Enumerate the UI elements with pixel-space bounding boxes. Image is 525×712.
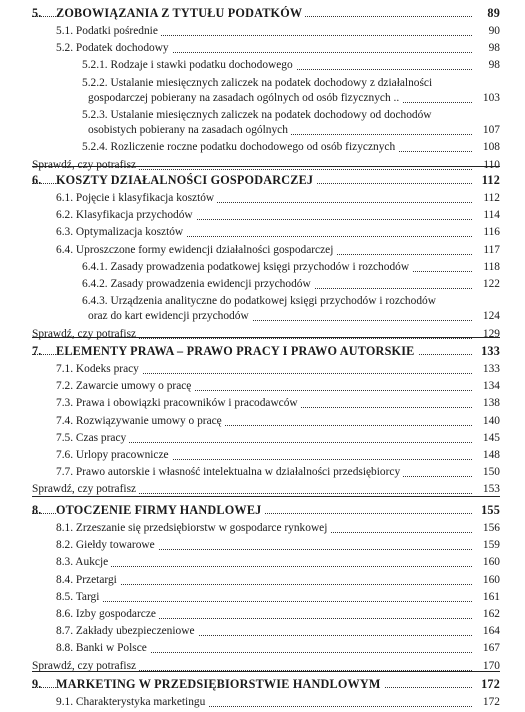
toc-entry-text: 7.3. Prawa i obowiązki pracowników i pracodawców xyxy=(56,397,301,409)
toc-page-number: 122 xyxy=(479,278,500,290)
toc-entry-text: osobistych pobierany na zasadach ogólnych xyxy=(88,124,291,136)
toc-entry xyxy=(82,141,500,157)
toc-entry-text: 7.7. Prawo autorskie i własność intelektualna w działalności przedsiębiorcy xyxy=(56,466,403,478)
toc-page-number: 161 xyxy=(479,591,500,603)
toc-page-number: 153 xyxy=(479,483,500,495)
toc-entry-text: 7.1. Kodeks pracy xyxy=(56,363,142,375)
toc-entry xyxy=(82,261,500,277)
chapter-title: ELEMENTY PRAWA – PRAWO PRACY I PRAWO AUTORSKIE xyxy=(56,344,418,359)
toc-entry xyxy=(56,244,500,260)
toc-page-number: 98 xyxy=(485,42,500,54)
section-divider xyxy=(32,671,500,672)
toc-entry-text: 6.2. Klasyfikacja przychodów xyxy=(56,209,196,221)
toc-entry-text: Sprawdź, czy potrafisz xyxy=(32,328,139,340)
toc-page-number: 138 xyxy=(479,397,500,409)
toc-entry xyxy=(32,328,500,344)
chapter-heading xyxy=(32,677,500,693)
toc-entry-text: 8.6. Izby gospodarcze xyxy=(56,608,159,620)
toc-page-number: 133 xyxy=(479,363,500,375)
toc-page-number: 145 xyxy=(479,432,500,444)
toc-page-number: 98 xyxy=(485,59,500,71)
toc-page-number: 160 xyxy=(479,556,500,568)
toc-page-number: 103 xyxy=(479,92,500,104)
toc-page-number: 108 xyxy=(479,141,500,153)
toc-entry-text: Sprawdź, czy potrafisz xyxy=(32,660,139,672)
section-divider xyxy=(32,166,500,167)
toc-entry-text: 8.8. Banki w Polsce xyxy=(56,642,150,654)
toc-entry-line xyxy=(82,295,500,311)
dot-leader xyxy=(56,566,472,567)
toc-page-number: 90 xyxy=(485,25,500,37)
toc-entry-text: 8.7. Zakłady ubezpieczeniowe xyxy=(56,625,198,637)
toc-entry xyxy=(56,556,500,572)
toc-entry xyxy=(56,522,500,538)
chapter-title: OTOCZENIE FIRMY HANDLOWEJ xyxy=(56,503,264,518)
toc-page-number: 140 xyxy=(479,415,500,427)
toc-entry xyxy=(56,397,500,413)
toc-page-number: 150 xyxy=(479,466,500,478)
chapter-page-number: 89 xyxy=(483,6,500,21)
toc-page-number: 148 xyxy=(479,449,500,461)
toc-entry-text: 7.2. Zawarcie umowy o pracę xyxy=(56,380,194,392)
toc-entry-text: Sprawdź, czy potrafisz xyxy=(32,159,139,171)
toc-entry-text: 6.4.3. Urządzenia analityczne do podatkowej księgi przychodów i rozchodów xyxy=(82,295,436,308)
toc-entry-text: 7.6. Urlopy pracownicze xyxy=(56,449,172,461)
toc-entry-text: 5.2.1. Rodzaje i stawki podatku dochodowego xyxy=(82,59,296,71)
toc-entry-text: gospodarczej pobierany na zasadach ogólnych od osób fizycznych .. xyxy=(88,92,402,104)
toc-entry xyxy=(56,574,500,590)
toc-entry-text: 7.4. Rozwiązywanie umowy o pracę xyxy=(56,415,225,427)
toc-entry xyxy=(56,209,500,225)
toc-entry-text: 8.1. Zrzeszanie się przedsiębiorstw w gospodarce rynkowej xyxy=(56,522,330,534)
dot-leader xyxy=(56,601,472,602)
section-divider xyxy=(32,496,500,497)
toc-page-number: 107 xyxy=(479,124,500,136)
chapter-number: 7. xyxy=(32,344,42,358)
toc-page-number: 134 xyxy=(479,380,500,392)
toc-entry-text: 5.1. Podatki pośrednie xyxy=(56,25,161,37)
toc-page-number: 116 xyxy=(479,226,500,238)
toc-entry-text: 6.1. Pojęcie i klasyfikacja kosztów xyxy=(56,192,217,204)
toc-entry-text: 5.2.4. Rozliczenie roczne podatku dochodowego od osób fizycznych xyxy=(82,141,398,153)
toc-entry-text: 8.3. Aukcje xyxy=(56,556,111,568)
toc-entry-text: 8.2. Giełdy towarowe xyxy=(56,539,158,551)
chapter-number: 6. xyxy=(32,173,42,187)
toc-page-number: 156 xyxy=(479,522,500,534)
toc-entry-text: 5.2. Podatek dochodowy xyxy=(56,42,172,54)
toc-page-number: 172 xyxy=(479,696,500,708)
toc-entry xyxy=(56,226,500,242)
toc-entry-text: 5.2.3. Ustalanie miesięcznych zaliczek na podatek dochodowy od dochodów xyxy=(82,109,432,121)
chapter-heading xyxy=(32,503,500,519)
toc-page-number: 117 xyxy=(479,244,500,256)
toc-page-number: 160 xyxy=(479,574,500,586)
chapter-title: KOSZTY DZIAŁALNOŚCI GOSPODARCZEJ xyxy=(56,173,316,188)
toc-page-number: 129 xyxy=(479,328,500,340)
toc-page-number: 159 xyxy=(479,539,500,551)
toc-entry xyxy=(56,608,500,624)
toc-entry-line xyxy=(82,77,500,93)
toc-entry xyxy=(32,660,500,676)
toc-page-number: 112 xyxy=(479,192,500,204)
toc-entry-text: Sprawdź, czy potrafisz xyxy=(32,483,139,495)
toc-entry-text: 7.5. Czas pracy xyxy=(56,432,129,444)
toc-entry xyxy=(56,449,500,465)
toc-page-number: 170 xyxy=(479,660,500,672)
toc-entry xyxy=(56,192,500,208)
chapter-title: ZOBOWIĄZANIA Z TYTUŁU PODATKÓW xyxy=(56,6,305,21)
toc-entry xyxy=(56,363,500,379)
toc-page-number: 164 xyxy=(479,625,500,637)
toc-page-number: 110 xyxy=(479,159,500,171)
toc-entry xyxy=(56,42,500,58)
toc-entry xyxy=(82,59,500,75)
toc-entry-text: 6.4.1. Zasady prowadzenia podatkowej księgi przychodów i rozchodów xyxy=(82,261,412,273)
chapter-number: 9. xyxy=(32,677,42,691)
chapter-page-number: 112 xyxy=(478,173,500,188)
toc-entry xyxy=(88,124,500,140)
toc-page-number: 118 xyxy=(479,261,500,273)
toc-entry xyxy=(56,25,500,41)
toc-entry xyxy=(88,92,500,108)
chapter-heading xyxy=(32,6,500,22)
toc-entry-text: 8.5. Targi xyxy=(56,591,102,603)
chapter-page-number: 133 xyxy=(477,344,500,359)
toc-entry xyxy=(56,432,500,448)
toc-entry-text: 6.4. Uproszczone formy ewidencji działalności gospodarczej xyxy=(56,244,336,256)
toc-entry-text: 8.4. Przetargi xyxy=(56,574,120,586)
section-divider xyxy=(32,337,500,338)
toc-entry xyxy=(88,310,500,326)
toc-entry-text: 6.3. Optymalizacja kosztów xyxy=(56,226,186,238)
toc-entry-text: oraz do kart ewidencji przychodów xyxy=(88,310,252,322)
chapter-heading xyxy=(32,173,500,189)
toc-entry-text: 5.2.2. Ustalanie miesięcznych zaliczek na podatek dochodowy z działalności xyxy=(82,76,433,89)
toc-entry-text: 9.1. Charakterystyka marketingu xyxy=(56,696,208,708)
toc-entry xyxy=(82,278,500,294)
toc-page-number: 167 xyxy=(479,642,500,654)
toc-entry xyxy=(56,642,500,658)
chapter-heading xyxy=(32,344,500,360)
chapter-page-number: 172 xyxy=(477,677,500,692)
chapter-number: 5. xyxy=(32,6,42,20)
toc-entry xyxy=(56,466,500,482)
toc-entry xyxy=(56,696,500,712)
toc-entry xyxy=(56,539,500,555)
chapter-page-number: 155 xyxy=(477,503,500,518)
toc-entry xyxy=(56,625,500,641)
chapter-title: MARKETING W PRZEDSIĘBIORSTWIE HANDLOWYM xyxy=(56,677,384,692)
toc-entry xyxy=(56,380,500,396)
toc-page-number: 114 xyxy=(479,209,500,221)
toc-entry-line xyxy=(82,109,500,125)
toc-page-number: 124 xyxy=(479,310,500,322)
toc-page-number: 162 xyxy=(479,608,500,620)
toc-entry-text: 6.4.2. Zasady prowadzenia ewidencji przychodów xyxy=(82,278,314,290)
toc-entry xyxy=(56,591,500,607)
chapter-number: 8. xyxy=(32,503,42,517)
toc-entry xyxy=(56,415,500,431)
